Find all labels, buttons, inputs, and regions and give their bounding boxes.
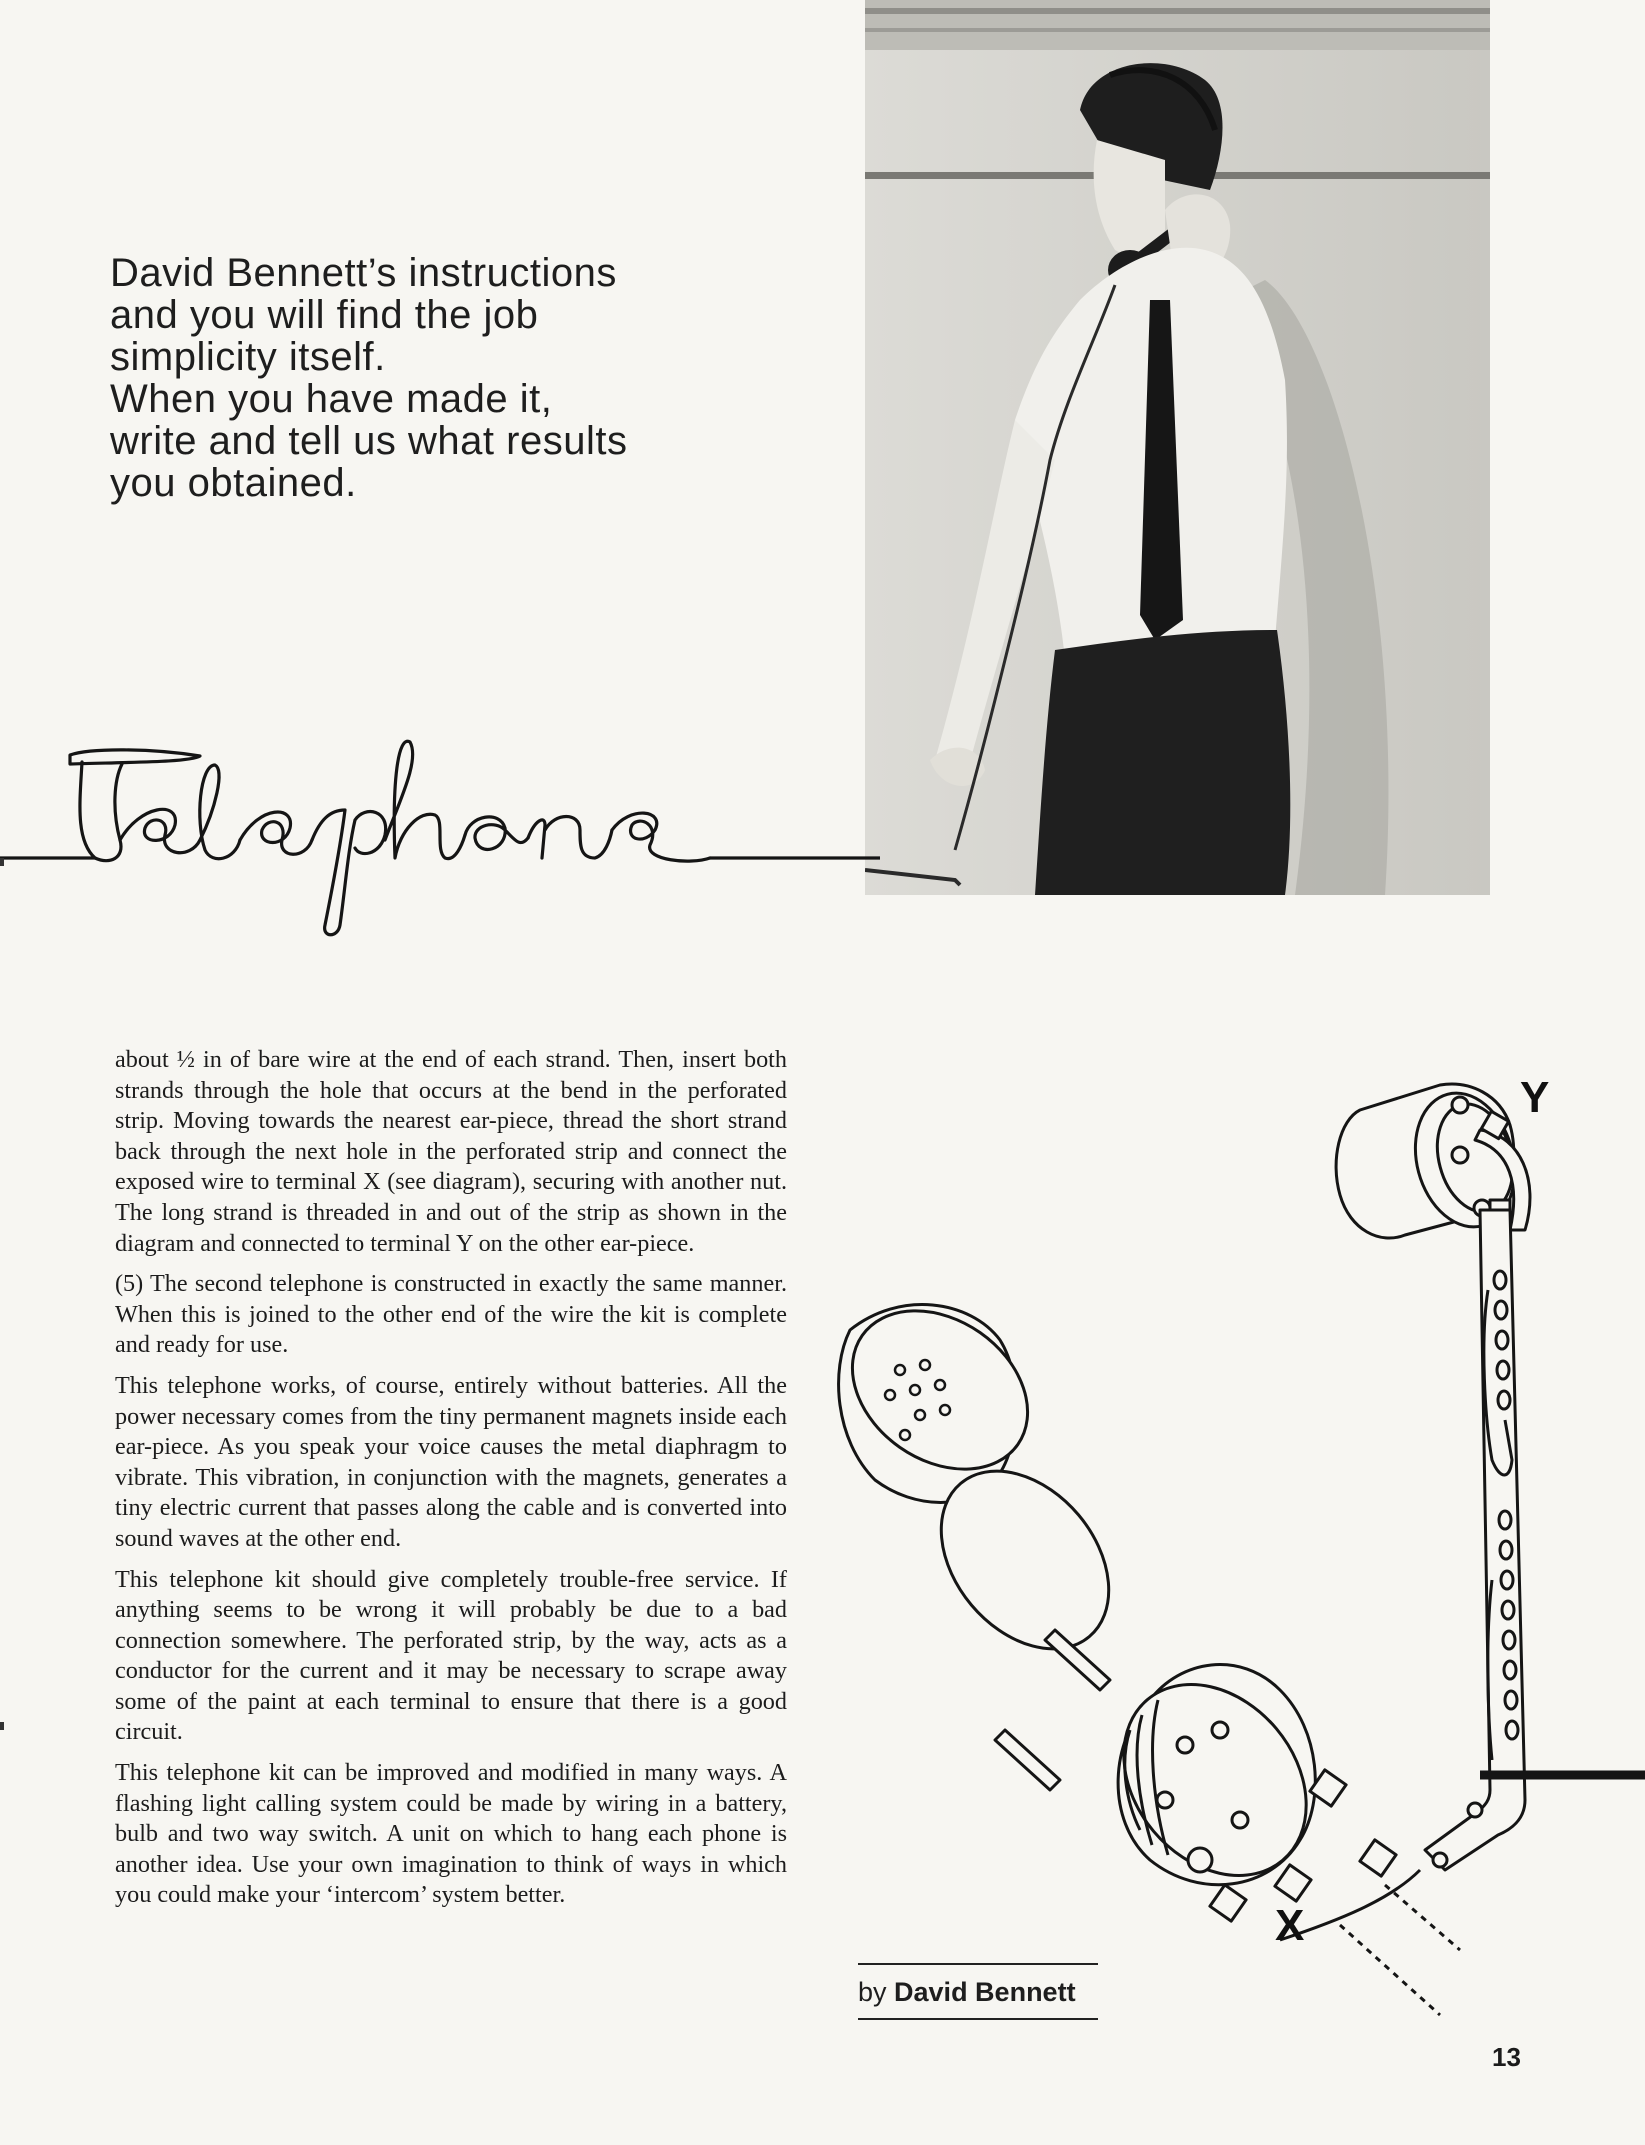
intro-line: you obtained.: [110, 461, 357, 505]
intro-line: simplicity itself.: [110, 335, 386, 379]
byline: [858, 1963, 1098, 2020]
intro-line: When you have made it,: [110, 377, 553, 421]
intro-line: David Bennett’s instructions: [110, 251, 617, 295]
byline-author: David Bennett: [894, 1977, 1076, 2007]
handset-diagram: [820, 1040, 1645, 2030]
intro-line: and you will find the job: [110, 293, 539, 337]
terminal-y-label: Y: [1520, 1073, 1550, 1122]
article-paragraph: (5) The second telephone is constructed in exactly the same manner. When this is joined to the other end of the wire the kit is complete and ready for use.: [115, 1270, 787, 1359]
article-paragraph: This telephone kit can be improved and modified in many ways. A flashing light calling system could be made by wiring in a battery, bulb and two way switch. A unit on which to hang each phone is another idea. Use your own imagination to think of ways in which you could make your ‘intercom’ system better.: [115, 1759, 787, 1909]
article-paragraph: about ½ in of bare wire at the end of each strand. Then, insert both strands through the hole that occurs at the bend in the perforated strip. Moving towards the nearest ear-piece, thread the short strand back through the next hole in the perforated strip and connect the exposed wire to terminal X (see diagram), securing with another nut. The long strand is threaded in and out of the strip as shown in the diagram and connected to terminal Y on the other ear-piece.: [115, 1046, 787, 1257]
intro-text: [110, 252, 645, 504]
margin-mark: [0, 1722, 4, 1730]
byline-prefix: by: [858, 1977, 895, 2007]
telephone-script-title: [0, 720, 880, 940]
article-paragraph: This telephone kit should give completely trouble-free service. If anything seems to be wrong it will probably be due to a bad connection somewhere. The perforated strip, by the way, acts as a conductor for the current and it may be necessary to scrape away some of the paint at each terminal to ensure that there is a good circuit.: [115, 1565, 787, 1746]
article-body: [115, 1045, 787, 1921]
article-paragraph: This telephone works, of course, entirely without batteries. All the power necessary comes from the tiny permanent magnets inside each ear-piece. As you speak your voice causes the metal diaphragm to vibrate. This vibration, in conjunction with the magnets, generates a tiny electric current that passes along the cable and is converted into sound waves at the other end.: [115, 1371, 787, 1552]
photo-boy-with-telephone: [865, 0, 1490, 895]
terminal-x-label: X: [1275, 1901, 1305, 1950]
page-number: 13: [1492, 2042, 1521, 2072]
margin-mark: [0, 858, 4, 866]
intro-line: write and tell us what results: [110, 419, 628, 463]
